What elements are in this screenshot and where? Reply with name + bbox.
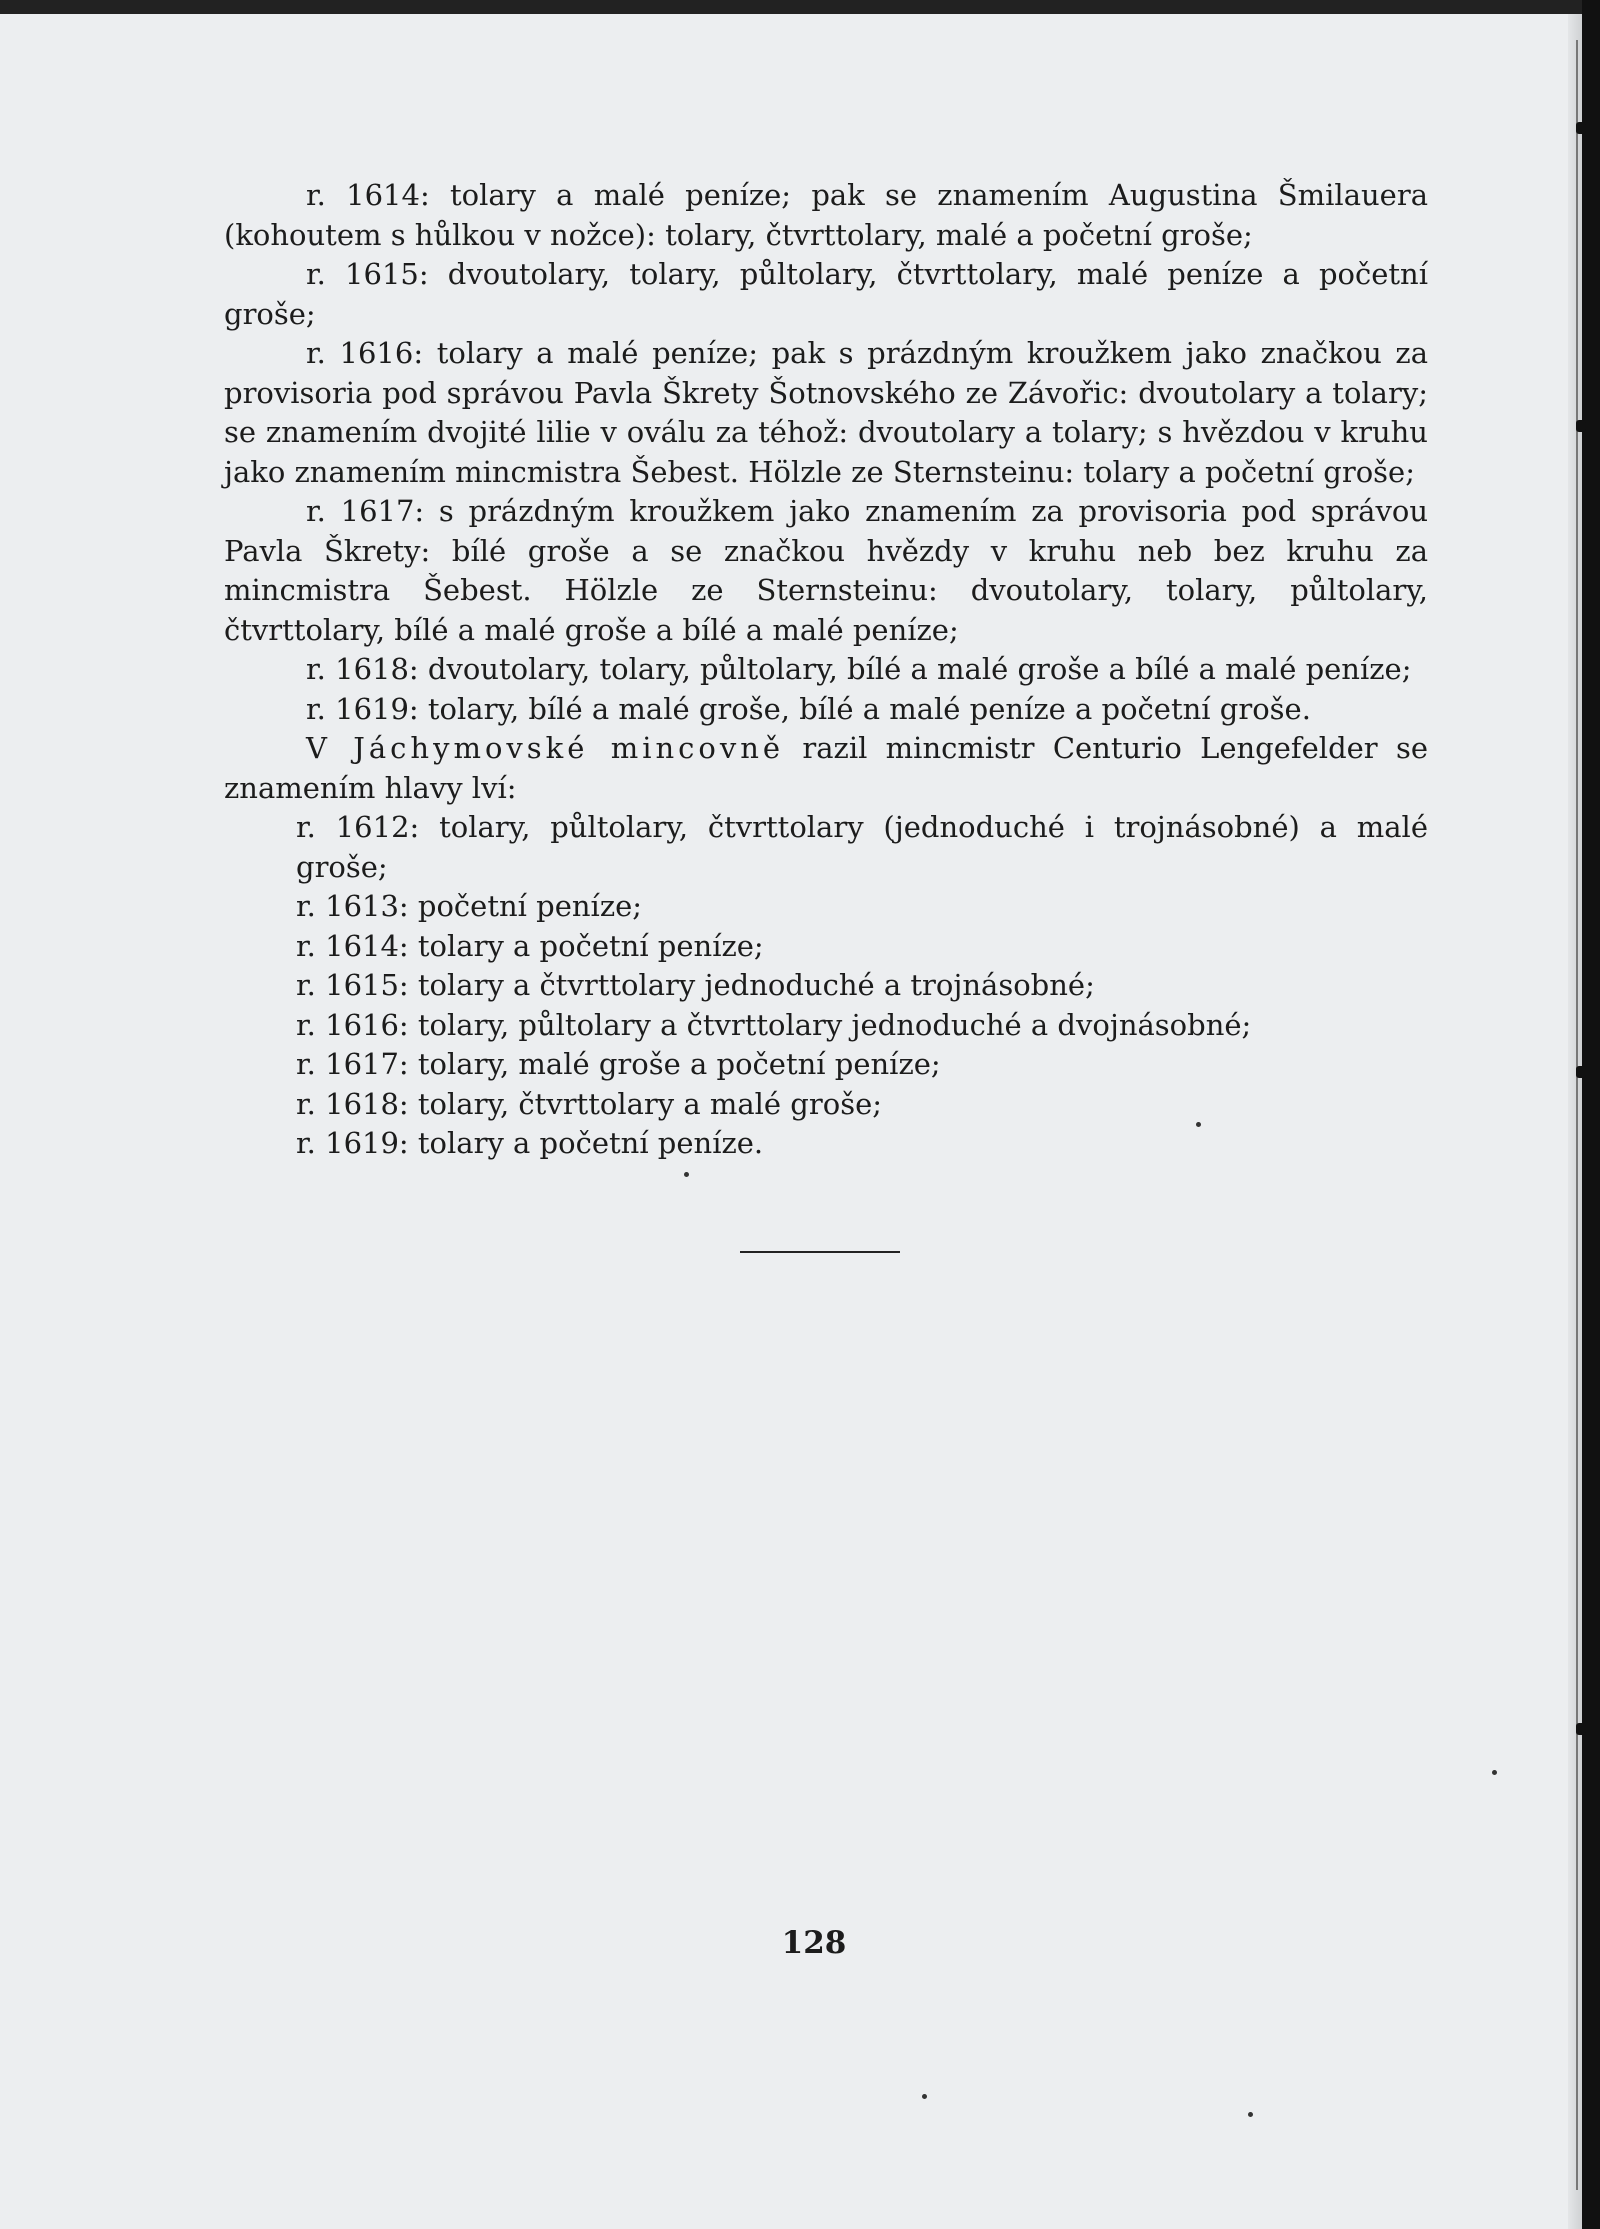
- intro-text: razil mincmistr Centurio Lengefelder se znamením hlavy lví:: [224, 731, 1428, 805]
- list-item: r. 1618: tolary, čtvrttolary a malé groše;: [296, 1086, 883, 1121]
- paragraph: r. 1617: s prázdným kroužkem jako znamením za provisoria pod správou Pavla Škrety: bílé groše a se značkou hvězdy v kruhu neb bez kruhu za mincmistra Šebest. Hölzle ze Sternsteinu: dvoutolary, tolary, půltolary, čtvrttolary, bílé a malé groše a bílé a malé peníze;: [224, 494, 1428, 647]
- binding-mark: [1576, 1066, 1586, 1078]
- scan-top-border: [0, 0, 1600, 14]
- speck: [1248, 2112, 1253, 2117]
- list-item: r. 1619: tolary a početní peníze.: [296, 1126, 764, 1160]
- list-item: r. 1615: tolary a čtvrttolary jednoduché a trojnásobné;: [296, 968, 1095, 1002]
- speck: [922, 2094, 927, 2099]
- list-item: r. 1613: početní peníze;: [296, 889, 643, 923]
- list-item: r. 1616: tolary, půltolary a čtvrttolary jednoduché a dvojnásobné;: [296, 1007, 1252, 1042]
- speck: [1492, 1770, 1497, 1775]
- paragraph: r. 1614: tolary a malé peníze; pak se znamením Augustina Šmilauera (kohoutem s hůlkou v nožce): tolary, čtvrttolary, malé a početní groše;: [224, 178, 1428, 252]
- page-text: [224, 176, 1428, 1164]
- binding-line: [1576, 40, 1578, 2190]
- year-list: [224, 808, 1428, 1164]
- speck: [684, 1172, 689, 1177]
- scan-right-border: [1582, 0, 1600, 2229]
- mint-name: V Jáchymovské mincovně: [306, 731, 785, 765]
- section-rule: [740, 1251, 900, 1253]
- paragraph: r. 1618: dvoutolary, tolary, půltolary, bílé a malé groše a bílé a malé peníze;: [306, 652, 1412, 686]
- page-edge-shadow: [1568, 14, 1582, 2229]
- paragraph: r. 1615: dvoutolary, tolary, půltolary, čtvrttolary, malé peníze a početní groše;: [224, 257, 1428, 331]
- speck: [1196, 1122, 1201, 1127]
- intro-paragraph: [224, 729, 1428, 808]
- paragraph: r. 1616: tolary a malé peníze; pak s prázdným kroužkem jako značkou za provisoria pod správou Pavla Škrety Šotnovského ze Závořic: dvoutolary a tolary; se znamením dvojité lilie v oválu za téhož: dvoutolary a tolary; s hvězdou v kruhu jako znamením mincmistra Šebest. Hölzle ze Sternsteinu: tolary a početní groše;: [224, 336, 1428, 489]
- binding-mark: [1576, 122, 1586, 134]
- list-item: r. 1617: tolary, malé groše a početní peníze;: [296, 1047, 941, 1081]
- binding-mark: [1576, 420, 1586, 432]
- page-number: 128: [781, 1925, 847, 1961]
- paragraph: r. 1619: tolary, bílé a malé groše, bílé a malé peníze a početní groše.: [306, 691, 1311, 726]
- list-item: r. 1612: tolary, půltolary, čtvrttolary (jednoduché i trojnásobné) a malé groše;: [296, 810, 1428, 884]
- binding-mark: [1576, 1723, 1586, 1735]
- list-item: r. 1614: tolary a početní peníze;: [296, 928, 764, 963]
